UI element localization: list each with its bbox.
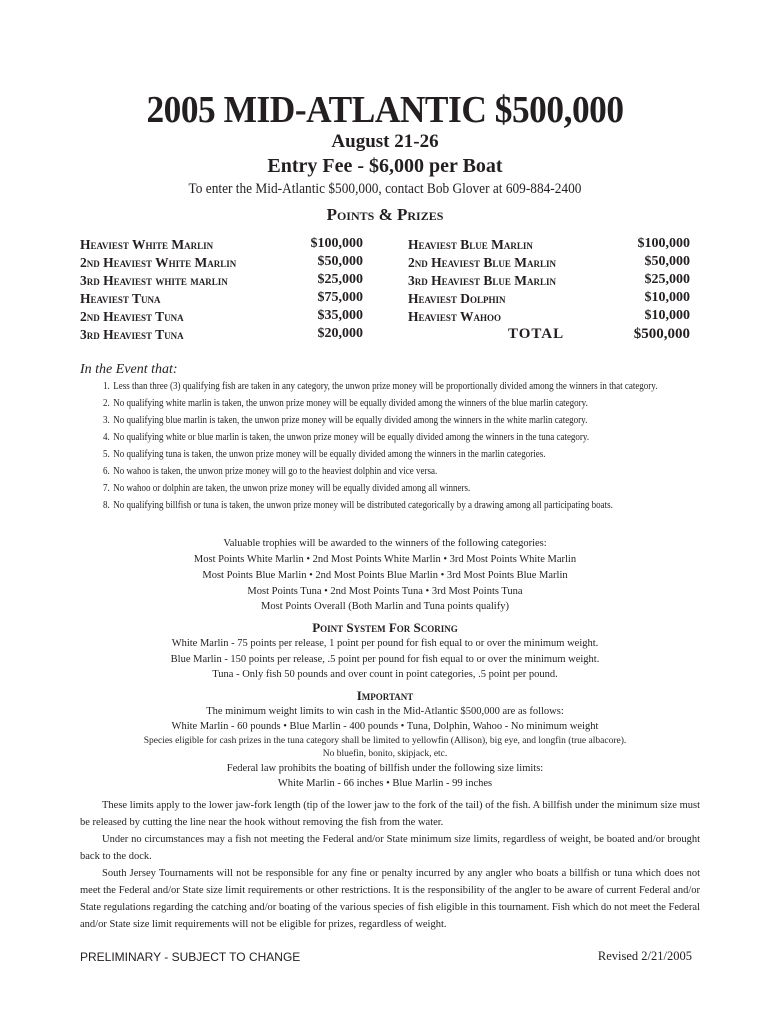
prize-label: Heaviest White Marlin	[80, 237, 214, 252]
prize-amount: $10,000	[644, 290, 690, 305]
contact-line: To enter the Mid-Atlantic $500,000, contact Bob Glover at 609-884-2400	[188, 181, 582, 197]
trophies-line: Most Points Tuna • 2nd Most Points Tuna • 3rd Most Points Tuna	[247, 586, 523, 597]
list-item	[80, 480, 656, 497]
total-amount: $500,000	[633, 326, 690, 342]
scoring-heading: Point System For Scoring	[312, 620, 458, 635]
important-line: Federal law prohibits the boating of billfish under the following size limits:	[226, 763, 544, 774]
prize-amount: $25,000	[644, 272, 690, 287]
list-item	[80, 446, 656, 463]
scoring-line: Tuna - Only fish 50 pounds and over count in point categories, .5 point per pound.	[212, 669, 558, 680]
event-dates: August 21-26	[331, 131, 439, 152]
rule-text: No wahoo or dolphin are taken, the unwon prize money will be equally divided among all winners.	[113, 483, 471, 494]
trophies-line: Most Points White Marlin • 2nd Most Points White Marlin • 3rd Most Points White Marlin	[193, 554, 577, 565]
prize-amount: $100,000	[310, 236, 363, 251]
total-label: TOTAL	[508, 326, 565, 342]
rule-text: No wahoo is taken, the unwon prize money will go to the heaviest dolphin and vice versa.	[113, 466, 438, 477]
prize-label: Heaviest Wahoo	[408, 309, 501, 324]
rule-text: No qualifying blue marlin is taken, the unwon prize money will be equally divided among the winners in the white marlin category.	[113, 415, 588, 426]
rule-number: 6.	[102, 466, 110, 477]
important-line: White Marlin - 60 pounds • Blue Marlin - 400 pounds • Tuna, Dolphin, Wahoo - No minimum weight	[171, 721, 599, 732]
trophies-line: Most Points Overall (Both Marlin and Tuna points qualify)	[261, 601, 509, 612]
rule-number: 7.	[102, 483, 110, 494]
rule-number: 5.	[102, 449, 110, 460]
body-text	[80, 797, 700, 933]
important-line: White Marlin - 66 inches • Blue Marlin - 99 inches	[277, 778, 493, 789]
trophies-intro: Valuable trophies will be awarded to the winners of the following categories:	[223, 538, 547, 549]
list-item	[80, 497, 656, 514]
entry-fee: Entry Fee - $6,000 per Boat	[267, 155, 503, 177]
footer-revised: Revised 2/21/2005	[597, 949, 692, 963]
rule-text: No qualifying white marlin is taken, the unwon prize money will be equally divided among the winners of the blue marlin category.	[113, 398, 588, 409]
prize-amount: $75,000	[317, 290, 363, 305]
prize-label: 3rd Heaviest Tuna	[80, 327, 184, 342]
rule-number: 1.	[102, 381, 110, 392]
list-item	[80, 412, 656, 429]
rule-text: No qualifying billfish or tuna is taken, the unwon prize money will be distributed categorically by a drawing among all participating boats.	[113, 500, 613, 511]
list-item	[80, 395, 656, 412]
prize-amount: $50,000	[644, 254, 690, 269]
rule-number: 8.	[102, 500, 110, 511]
prize-amount: $50,000	[317, 254, 363, 269]
rule-text: Less than three (3) qualifying fish are taken in any category, the unwon prize money will be proportionally divided among the winners in that category.	[113, 381, 658, 392]
points-prizes-heading: Points & Prizes	[326, 205, 444, 224]
footer-preliminary: PRELIMINARY - SUBJECT TO CHANGE	[80, 950, 301, 964]
rule-number: 4.	[102, 432, 110, 443]
prize-label: 3rd Heaviest white marlin	[80, 273, 228, 288]
prize-label: 3rd Heaviest Blue Marlin	[408, 273, 556, 288]
prize-amount: $10,000	[644, 308, 690, 323]
important-line: No bluefin, bonito, skipjack, etc.	[322, 749, 448, 759]
prize-label: Heaviest Dolphin	[408, 291, 506, 306]
prize-label: Heaviest Blue Marlin	[408, 237, 533, 252]
prize-label: 2nd Heaviest White Marlin	[80, 255, 237, 270]
list-item	[80, 429, 656, 446]
list-item	[80, 463, 656, 480]
rule-text: No qualifying white or blue marlin is taken, the unwon prize money will be equally divided among the winners in the tuna category.	[113, 432, 590, 443]
page-title: 2005 MID-ATLANTIC $500,000	[146, 89, 624, 131]
rule-number: 3.	[102, 415, 110, 426]
rule-number: 2.	[102, 398, 110, 409]
important-heading: Important	[356, 688, 414, 703]
paragraph: Under no circumstances may a fish not meeting the Federal and/or State minimum size limits, regardless of weight, be boated and/or brought back to the dock.	[80, 834, 700, 862]
prize-amount: $35,000	[317, 308, 363, 323]
rule-text: No qualifying tuna is taken, the unwon prize money will be equally divided among the winners in the marlin categories.	[113, 449, 546, 460]
scoring-line: White Marlin - 75 points per release, 1 point per pound for fish equal to or over the minimum weight.	[171, 638, 599, 649]
paragraph: South Jersey Tournaments will not be responsible for any fine or penalty incurred by any angler who boats a billfish or tuna which does not meet the Federal and/or State size limit requirements or other restrictions. It is the responsibility of the angler to be aware of current Federal and/or State regulations regarding the catching and/or boating of the various species of fish eligible in this tournament. Fish which do not meet the Federal and/or State size limit requirements will not be eligible for prizes, regardless of weight.	[80, 868, 700, 930]
prize-amount: $25,000	[317, 272, 363, 287]
list-item	[80, 378, 656, 395]
event-intro: In the Event that:	[80, 362, 178, 377]
prize-amount: $20,000	[317, 326, 363, 341]
prize-label: 2nd Heaviest Blue Marlin	[408, 255, 556, 270]
prize-label: Heaviest Tuna	[80, 291, 161, 306]
prize-amount: $100,000	[637, 236, 690, 251]
important-line: Species eligible for cash prizes in the tuna category shall be limited to yellowfin (Allison), big eye, and longfin (true albacore).	[143, 736, 627, 746]
rules-list	[80, 378, 720, 514]
trophies-line: Most Points Blue Marlin • 2nd Most Points Blue Marlin • 3rd Most Points Blue Marlin	[202, 570, 568, 581]
paragraph: These limits apply to the lower jaw-fork length (tip of the lower jaw to the fork of the tail) of the fish. A billfish under the minimum size must be released by cutting the line near the hook without removing the fish from the water.	[80, 800, 700, 828]
important-line: The minimum weight limits to win cash in the Mid-Atlantic $500,000 are as follows:	[206, 706, 564, 717]
prize-label: 2nd Heaviest Tuna	[80, 309, 184, 324]
scoring-line: Blue Marlin - 150 points per release, .5 point per pound for fish equal to or over the minimum weight.	[170, 654, 600, 665]
